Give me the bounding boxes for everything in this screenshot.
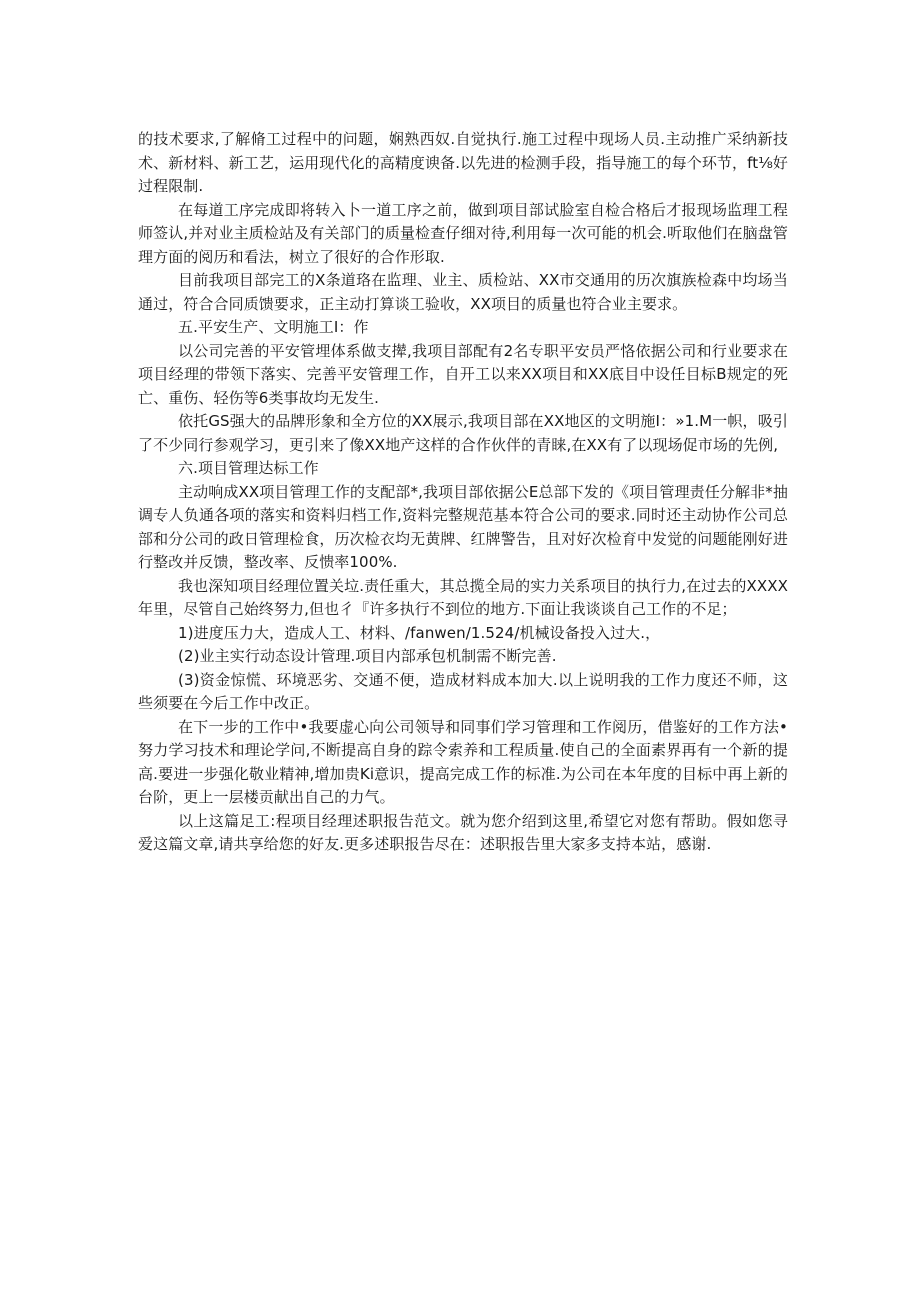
- section-heading-safety: 五.平安生产、文明施工I：作: [178, 318, 369, 336]
- paragraph-continuation: 的技术要求,了解脩工过程中的问题，娴熟西奴.自觉执行.施工过程中现场人员.主动推广采纳新技术、新材料、新工艺，运用现代化的高精度谀备.以先进的检测手段，指导施工的每个环节，ft⅛好过程限制.: [138, 130, 788, 195]
- paragraph-completed-roads: 目前我项目部完工的X条道珞在监理、业主、质检站、XX市交通用的历次旗族检森中均场当通过，符合合同质馈要求，正主动打算谈工验收，XX项目的质量也符合业主要求。: [138, 271, 788, 313]
- paragraph-shortcomings-intro: 我也深知项目经理位置关垃.责任重大，其总揽全局的实力关系项目的执行力,在过去的XXXX年里，尽管自己始终努力,但也彳『许多执行不到位的地方.下面让我谈谈自己工作的不足；: [138, 576, 788, 618]
- paragraph-safety-system: 以公司完善的平安管埋体系做支撵,我项目部配有2名专职平安员严恪依据公司和行业要求在项目经理的带领下落实、完善平安管理工作，自开工以来XX项目和XX底目中设任目标B规定的死亡、重伤、轻伤等6类事故均无发生.: [138, 341, 788, 407]
- section-heading-management: 六.项目管理达标工作: [178, 459, 319, 477]
- list-item-funding: (3)资金惊慌、环境恶劣、交通不便，造成材料成本加大.以上说明我的工作力度还不师，这些须要在今后工作中改正。: [138, 670, 788, 712]
- list-item-dynamic-design: (2)业主实行动态设计管理.项目内部承包机制需不断完善.: [178, 647, 557, 665]
- paragraph-management-work: 主动响成XX项目管理工作的支配部*,我项目部依据公E总部下发的《项目管理责任分解非*抽调专人负通各项的落实和资料归档工作,资料完整规范基本符合公司的要求.同时还主动协作公司总部和分公司的政日管理检食，历次检衣均无黄牌、红牌警告，且对好次检育中发觉的问题能刚好进行整改并反馈，整改率、反愦率100%.: [138, 482, 788, 571]
- document-body: [138, 128, 788, 857]
- paragraph-closing: 以上这篇足工:程项目经理述职报告范文。就为您介绍到这里,希望它对您有帮助。假如您寻爱这篇文章,请共享给您的好友.更多述职报告尽在：述职报告里大家多支持本站，感谢.: [138, 811, 788, 853]
- paragraph-brand-image: 依托GS强大的品牌形象和全方位的XX展示,我项目部在XX地区的文明施I：»1.M一帜，吸引了不少同行参观学习，更引来了像XX地产这样的合作伙伴的青睐,在XX有了以现场促市场的先例,: [138, 412, 788, 454]
- paragraph-process-handover: 在每道工序完成即将转入卜一道工序之前，做到项目部试脸室自检合格后才报现场监理工程师签认,并对业主质检站及有关部门的质量检查仔细对待,利用每一次可能的机会.听取他们在脑盘管理方面的阅历和看法，树立了很好的合作形取.: [138, 200, 788, 266]
- paragraph-next-steps: 在下一步的工作中•我要虚心向公司领导和同事们学习管理和工作阅历，借鉴好的工作方法•努力学习技术和理论学问,不断提高自身的踪令索养和工程质量.使自己的全面素界再有一个新的提高.要进一步强化敬业精神,增加贵Ki意识，提高完成工作的标准.为公司在本年度的目标中再上新的台阶，更上一层楼贡献出自己的力气。: [138, 717, 788, 806]
- list-item-progress-pressure: 1)进度压力大，造成人工、材料、/fanwen/1.524/机械设备投入过大.，: [178, 623, 661, 642]
